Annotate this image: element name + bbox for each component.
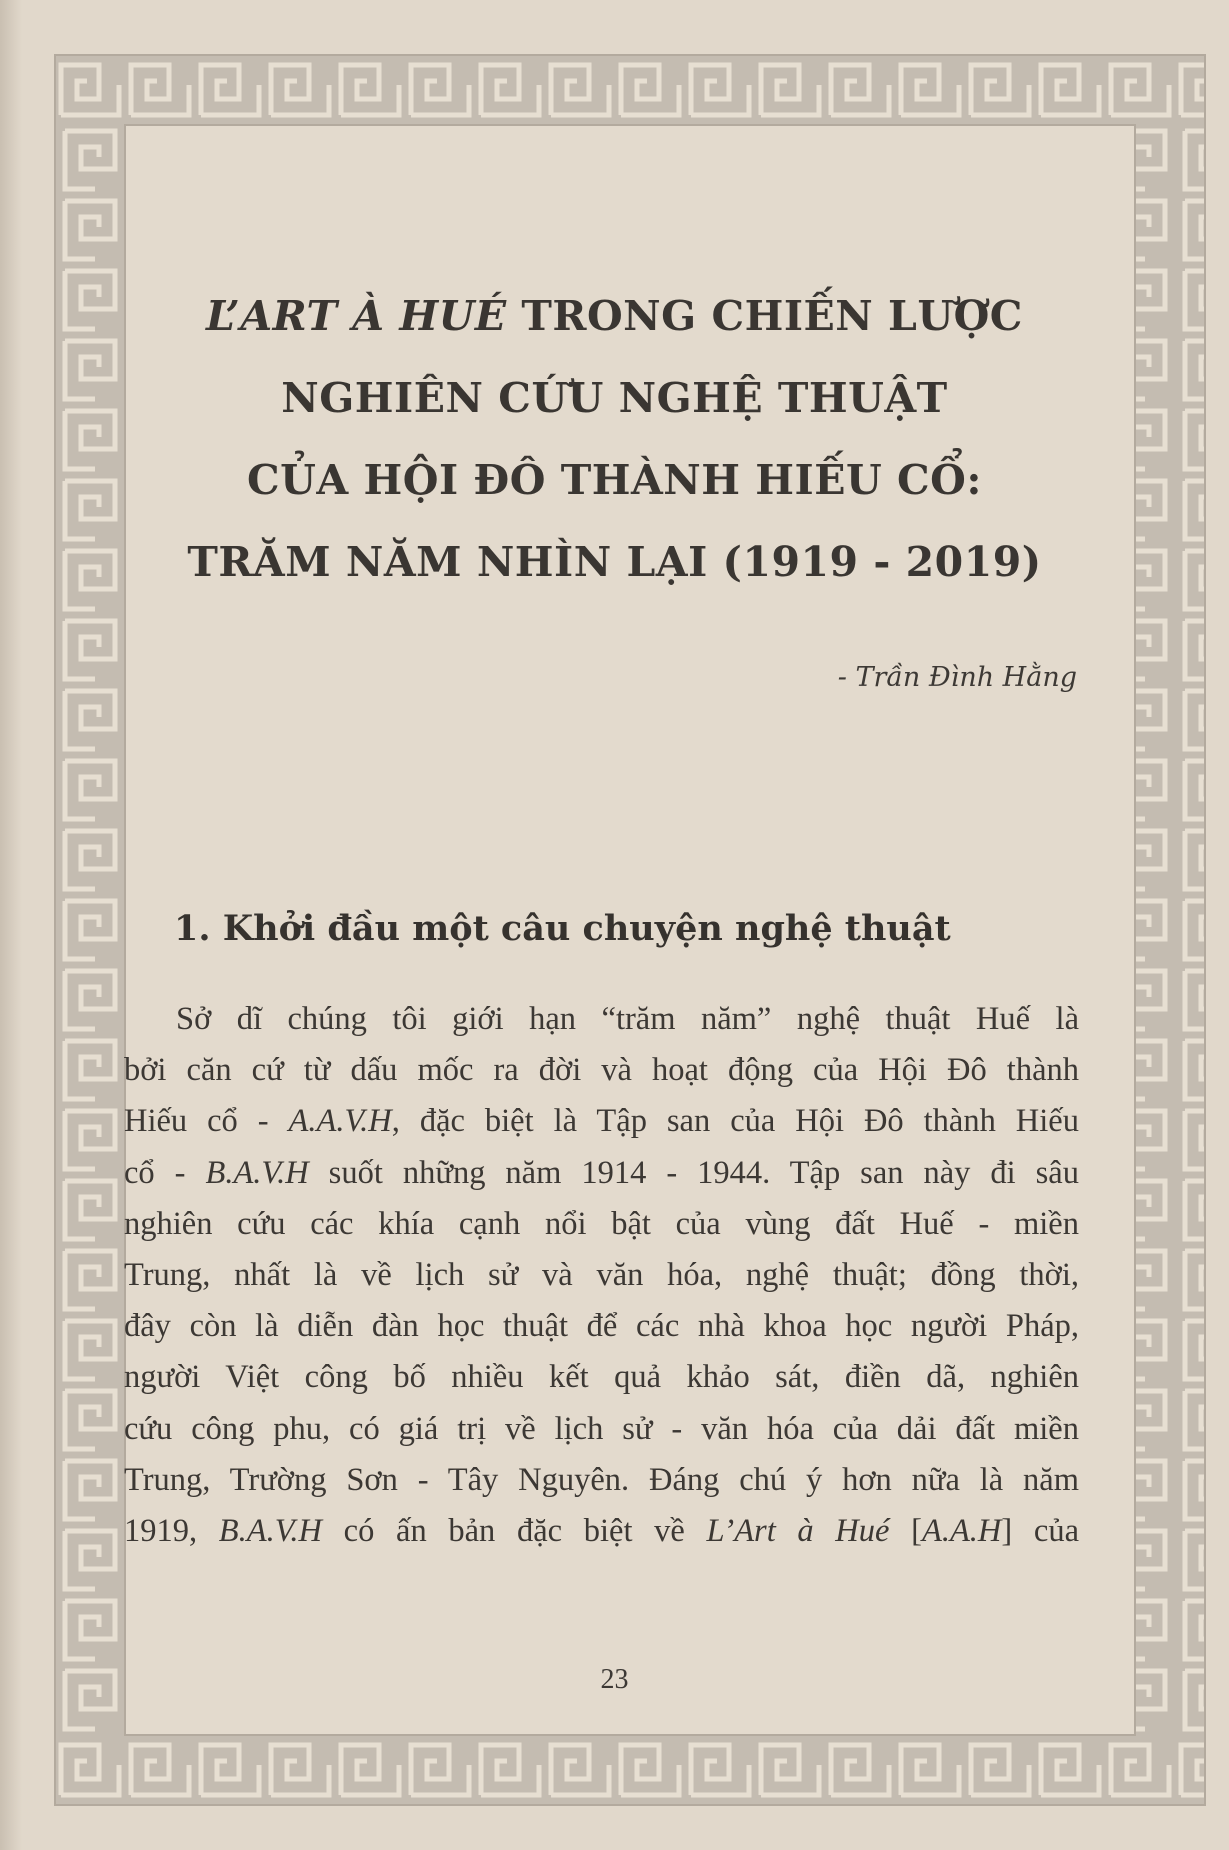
body-line (124, 1199, 1079, 1250)
body-line (124, 1455, 1079, 1506)
body-line (124, 1148, 1079, 1199)
border-bottom (55, 1735, 1205, 1805)
text-run: đây còn là diễn đàn học thuật để các nhà khoa học người Pháp, (124, 1308, 1079, 1345)
text-run: người Việt công bố nhiều kết quả khảo sát, điền dã, nghiên (124, 1359, 1079, 1396)
italic-run: A.A.H (921, 1513, 1002, 1550)
body-line (124, 1506, 1079, 1557)
author-byline: - Trần Đình Hằng (837, 662, 1077, 693)
italic-run: A.A.V.H (288, 1103, 392, 1140)
italic-run: B.A.V.H (218, 1513, 323, 1550)
body-paragraph (124, 994, 1079, 1557)
text-run: có ấn bản đặc biệt về (322, 1513, 707, 1550)
text-run: bởi căn cứ từ dấu mốc ra đời và hoạt động của Hội Đô thành (124, 1052, 1079, 1089)
text-run: ] của (1001, 1513, 1079, 1550)
article-title (0, 275, 1229, 603)
text-run: Trung, nhất là về lịch sử và văn hóa, nghệ thuật; đồng thời, (124, 1257, 1079, 1294)
body-line (124, 1352, 1079, 1403)
body-line (124, 994, 1079, 1045)
text-run: cứu công phu, có giá trị về lịch sử - văn hóa của dải đất miền (124, 1410, 1079, 1447)
text-run: , đặc biệt là Tập san của Hội Đô thành Hiếu (391, 1103, 1079, 1140)
body-line (124, 1301, 1079, 1352)
title-line-1: L’ART À HUÉ TRONG CHIẾN LƯỢC (206, 292, 1023, 340)
text-run: 1919, (124, 1513, 219, 1550)
text-run: Sở dĩ chúng tôi giới hạn “trăm năm” nghệ thuật Huế là (176, 1001, 1079, 1037)
body-line (124, 1250, 1079, 1301)
border-top (55, 55, 1205, 125)
body-line (124, 1404, 1079, 1455)
text-run: suốt những năm 1914 - 1944. Tập san này đi sâu (308, 1154, 1079, 1191)
section-heading: 1. Khởi đầu một câu chuyện nghệ thuật (174, 908, 951, 949)
text-run: [ (889, 1513, 922, 1550)
italic-run: B.A.V.H (205, 1154, 309, 1191)
body-line (124, 1096, 1079, 1147)
text-run: Trung, Trường Sơn - Tây Nguyên. Đáng chú ý hơn nữa là năm (124, 1461, 1079, 1498)
text-run: cổ - (124, 1154, 206, 1191)
text-run: nghiên cứu các khía cạnh nổi bật của vùng đất Huế - miền (124, 1205, 1079, 1242)
title-line-2: NGHIÊN CỨU NGHỆ THUẬT (281, 374, 948, 422)
text-run: Hiếu cổ - (124, 1103, 289, 1140)
page-number: 23 (600, 1664, 629, 1695)
title-line-3: CỦA HỘI ĐÔ THÀNH HIẾU CỔ: (247, 456, 982, 504)
body-line (124, 1045, 1079, 1096)
italic-run: L’Art à Hué (706, 1513, 890, 1550)
title-line-4: TRĂM NĂM NHÌN LẠI (1919 - 2019) (187, 538, 1042, 586)
